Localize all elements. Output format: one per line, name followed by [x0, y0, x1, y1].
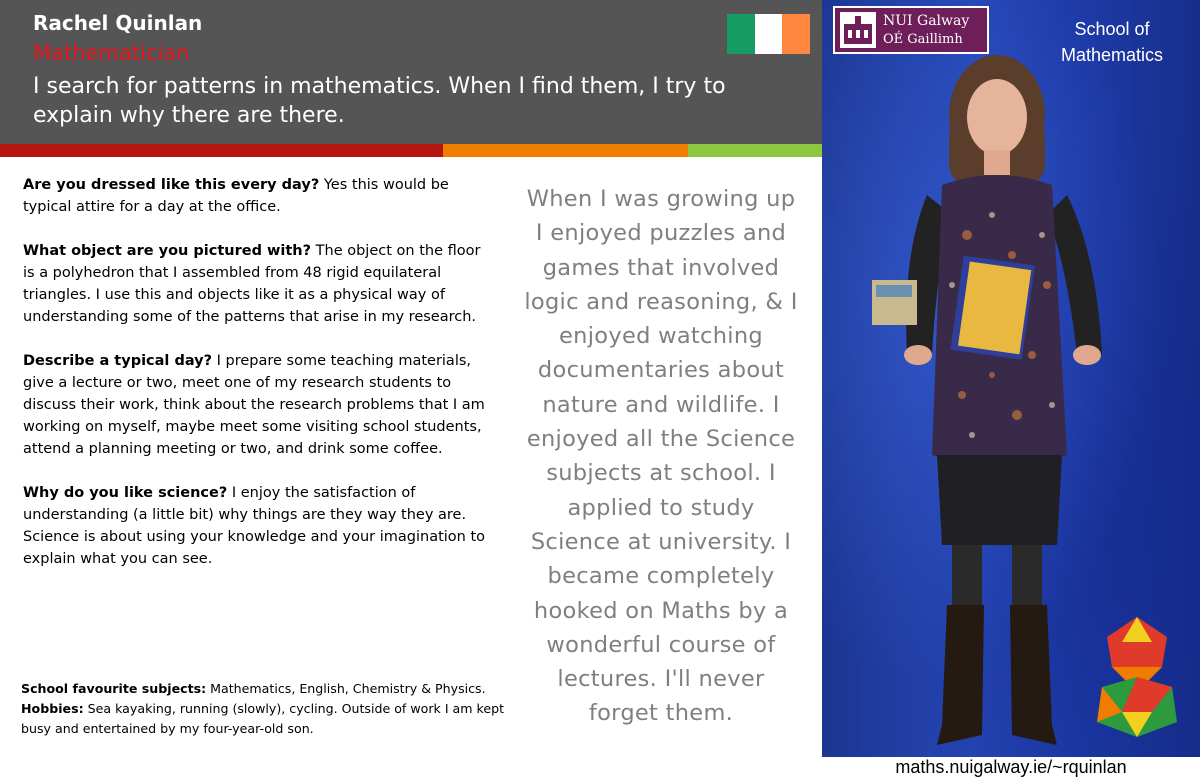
portrait-photo: [822, 0, 1200, 757]
irish-flag-icon: [727, 14, 810, 54]
favourite-subjects: [21, 679, 531, 699]
school-name: School of Mathematics: [1060, 19, 1164, 65]
pull-quote: When I was growing up I enjoyed puzzles and games that involved logic and reasoning, & I enjoyed watching documentaries about nature and wildlife. I enjoyed all the Science subjects at school. I applied to study Science at university. I became completely hooked on Maths by a wonderful course of lectures. I'll never forget them.: [524, 186, 798, 727]
flag-white-band: [755, 14, 783, 54]
facts-section: [21, 679, 531, 739]
hobbies-label: Hobbies:: [21, 701, 84, 716]
subjects-label: School favourite subjects:: [21, 681, 207, 696]
qa-item: [23, 174, 493, 218]
qa-item: [23, 482, 493, 570]
qa-item: [23, 350, 493, 460]
qa-section: [23, 174, 493, 592]
flag-orange-band: [782, 14, 810, 54]
question: What object are you pictured with?: [23, 243, 312, 259]
hobbies-value: Sea kayaking, running (slowly), cycling. Outside of work I am kept busy and entertained by my four-year-old son.: [21, 701, 505, 736]
answer: The object on the floor is a polyhedron that I assembled from 48 rigid equilateral triangles. I use this and objects like it as a physical way of understanding some of the patterns that arise in my research.: [23, 243, 481, 325]
logo-irish-name: OÉ Gaillimh: [883, 32, 963, 47]
answer: I enjoy the satisfaction of understanding (a little bit) why things are they way they are. Science is about using your knowledge and your imagination to explain what you can see.: [23, 485, 486, 567]
polyhedron-model: [1092, 612, 1182, 742]
question: Describe a typical day?: [23, 353, 213, 369]
flag-green-band: [727, 14, 755, 54]
university-crest-icon: [840, 12, 876, 48]
tagline: I search for patterns in mathematics. When I find them, I try to explain why there are there.: [33, 74, 726, 128]
person-role: Mathematician: [33, 41, 190, 65]
university-logo: [833, 6, 989, 54]
stripe-orange: [443, 144, 688, 157]
stripe-red: [0, 144, 443, 157]
color-stripe: [0, 144, 822, 157]
qa-item: [23, 240, 493, 328]
question: Are you dressed like this every day?: [23, 177, 320, 193]
footer-url: maths.nuigalway.ie/~rquinlan: [895, 757, 1127, 777]
hobbies: [21, 699, 531, 739]
logo-name: NUI Galway: [883, 13, 970, 29]
answer: Yes this would be typical attire for a day at the office.: [23, 177, 449, 215]
question: Why do you like science?: [23, 485, 228, 501]
person-name: Rachel Quinlan: [33, 11, 203, 35]
stripe-green: [688, 144, 822, 157]
header-banner: [0, 0, 822, 144]
subjects-value: Mathematics, English, Chemistry & Physics.: [210, 681, 486, 696]
answer: I prepare some teaching materials, give a lecture or two, meet one of my research students to discuss their work, think about the research problems that I am working on myself, maybe meet some visiting school students, attend a planning meeting or two, and drink some coffee.: [23, 353, 485, 457]
